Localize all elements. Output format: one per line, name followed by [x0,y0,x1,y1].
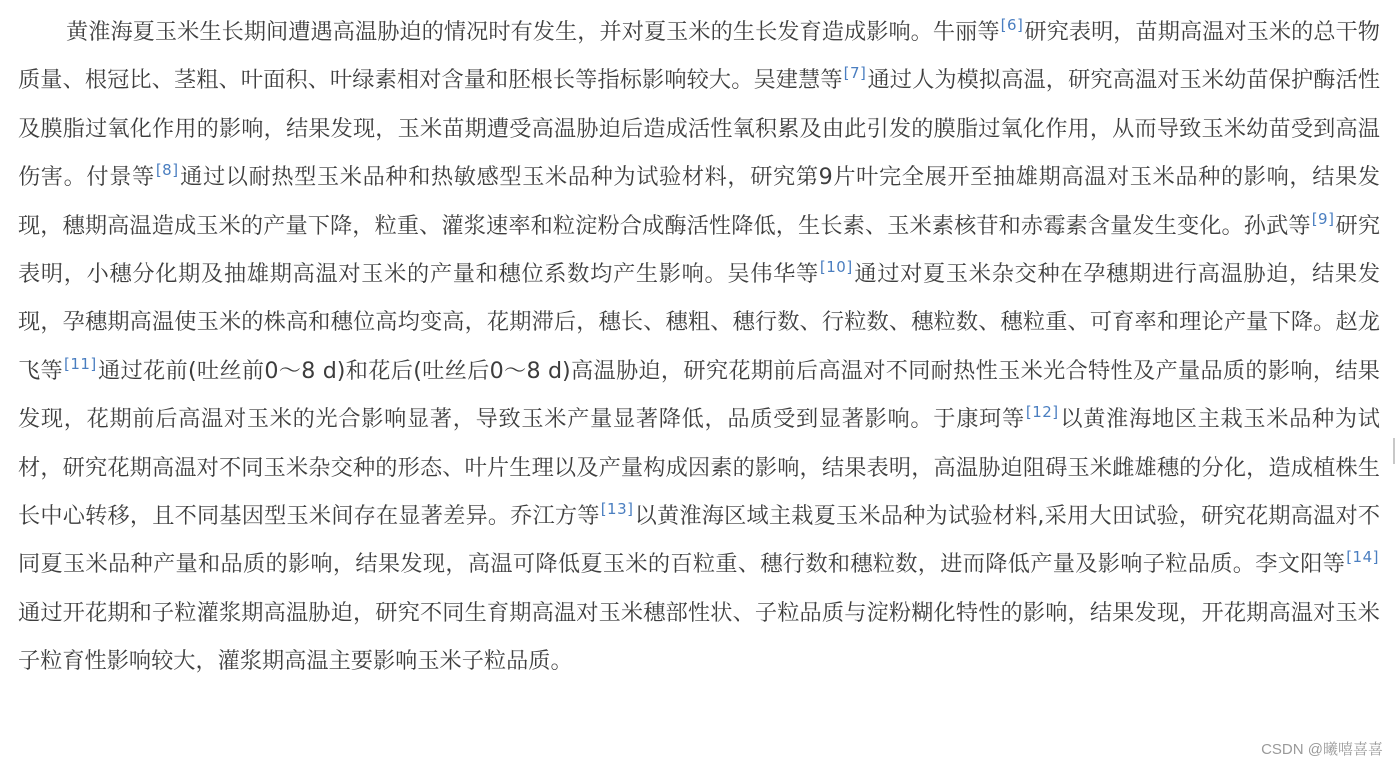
citation-link[interactable]: [11] [63,354,97,373]
paragraph-text-segment: 黄淮海夏玉米生长期间遭遇高温胁迫的情况时有发生，并对夏玉米的生长发育造成影响。牛丽等 [66,19,1000,45]
article-paragraph [18,8,1380,686]
paragraph-text-segment: 通过人为模拟高温，研究高温对玉米幼苗保护酶活性及膜脂过氧化作用的影响，结果发现，玉米苗期遭受高温胁迫后造成活性氧积累及由此引发的膜脂过氧化作用，从而导致玉米幼苗受到高温伤害。付景等 [18,67,1381,191]
paragraph-text-segment: 以黄淮海地区主栽玉米品种为试材，研究花期高温对不同玉米杂交种的形态、叶片生理以及产量构成因素的影响，结果表明，高温胁迫阻碍玉米雌雄穗的分化，造成植株生长中心转移，且不同基因型玉米间存在显著差异。乔江方等 [18,406,1380,530]
citation-link[interactable]: [14] [1346,548,1379,567]
paragraph-text-segment: 研究表明，小穗分化期及抽雄期高温对玉米的产量和穗位系数均产生影响。吴伟华等 [18,212,1381,288]
citation-link[interactable]: [10] [819,258,853,277]
citation-link[interactable]: [9] [1311,209,1335,228]
paragraph-text-segment: 通过对夏玉米杂交种在孕穗期进行高温胁迫，结果发现，孕穗期高温使玉米的株高和穗位高均变高，花期滞后，穗长、穗粗、穗行数、行粒数、穗粒数、穗粒重、可育率和理论产量下降。赵龙飞等 [18,261,1381,384]
citation-link[interactable]: [6] [1000,16,1024,34]
paragraph-text-segment: 通过开花期和子粒灌浆期高温胁迫，研究不同生育期高温对玉米穗部性状、子粒品质与淀粉糊化特性的影响，结果发现，开花期高温对玉米子粒育性影响较大，灌浆期高温主要影响玉米子粒品质。 [18,599,1380,675]
citation-link[interactable]: [13] [600,500,634,519]
paragraph-text-segment: 通过以耐热型玉米品种和热敏感型玉米品种为试验材料，研究第9片叶完全展开至抽雄期高温对玉米品种的影响，结果发现，穗期高温造成玉米的产量下降，粒重、灌浆速率和粒淀粉合成酶活性降低，生长素、玉米素核苷和赤霉素含量发生变化。孙武等 [18,164,1380,239]
citation-link[interactable]: [12] [1025,403,1059,422]
csdn-watermark: CSDN @曦嘻喜喜 [1261,741,1383,758]
paragraph-text-segment: 通过花前(吐丝前0～8 d)和花后(吐丝后0～8 d)高温胁迫，研究花期前后高温对不同耐热性玉米光合特性及产量品质的影响，结果发现，花期前后高温对玉米的光合影响显著，导致玉米产量显著降低，品质受到显著影响。于康珂等 [18,357,1380,433]
paragraph-text-segment: 研究表明，苗期高温对玉米的总干物质量、根冠比、茎粗、叶面积、叶绿素相对含量和胚根长等指标影响较大。吴建慧等 [18,19,1380,94]
paragraph-text-segment: 以黄淮海区域主栽夏玉米品种为试验材料,采用大田试验，研究花期高温对不同夏玉米品种产量和品质的影响，结果发现，高温可降低夏玉米的百粒重、穗行数和穗粒数，进而降低产量及影响子粒品质。李文阳等 [18,503,1381,578]
citation-link[interactable]: [8] [155,161,179,180]
citation-link[interactable]: [7] [843,64,867,83]
